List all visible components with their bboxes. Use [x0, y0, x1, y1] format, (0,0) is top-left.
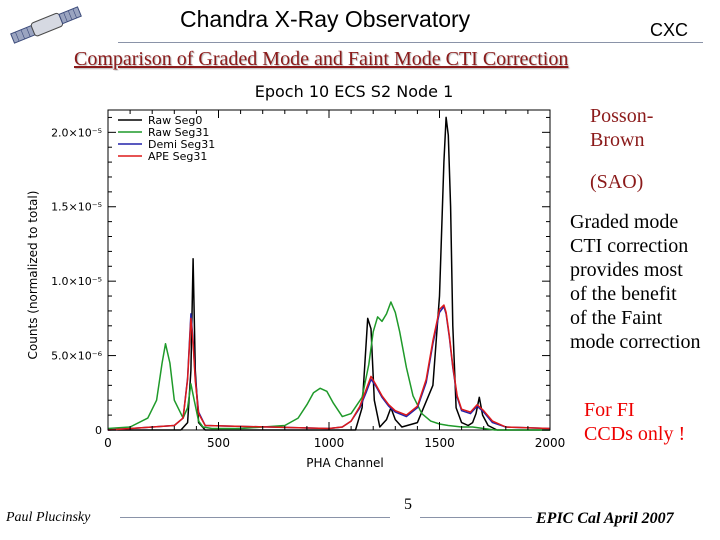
footer-divider: [120, 517, 390, 518]
x-tick-label: 2000: [534, 436, 566, 450]
page-number: 5: [404, 496, 412, 513]
header-divider: [118, 42, 703, 43]
x-tick-label: 500: [207, 436, 230, 450]
conclusion-note: [570, 210, 720, 354]
conclusion-line: provides most: [570, 259, 683, 281]
spectrum-chart: [20, 80, 580, 475]
chart-title: Epoch 10 ECS S2 Node 1: [254, 82, 454, 101]
author-note: Posson-Brown: [590, 105, 654, 151]
conclusion-line: of the Faint: [570, 307, 663, 329]
y-tick-label: 2.0×10⁻⁵: [51, 126, 102, 140]
legend-label: APE Seg31: [148, 150, 208, 163]
x-tick-label: 0: [104, 436, 112, 450]
caveat-line: For FI: [584, 399, 635, 421]
slide-subtitle: Comparison of Graded Mode and Faint Mode CTI Correction: [74, 48, 569, 70]
x-tick-label: 1000: [313, 436, 345, 450]
x-tick-label: 1500: [424, 436, 455, 450]
caveat-line: CCDs only !: [584, 423, 686, 445]
y-tick-label: 1.0×10⁻⁵: [51, 275, 102, 289]
org-label: CXC: [650, 20, 689, 40]
x-axis-label: PHA Channel: [306, 456, 384, 470]
legend-label: Raw Seg31: [148, 126, 210, 139]
conclusion-line: of the benefit: [570, 283, 677, 305]
author-org-note: (SAO): [590, 171, 644, 193]
footer-event: EPIC Cal April 2007: [536, 510, 674, 527]
y-tick-label: 1.5×10⁻⁵: [51, 200, 102, 214]
conclusion-line: Graded mode: [570, 211, 679, 233]
caveat-note: [584, 398, 685, 446]
chandra-satellite-icon: [6, 4, 86, 46]
conclusion-line: mode correction: [570, 331, 701, 353]
footer-author: Paul Plucinsky: [6, 510, 91, 525]
y-tick-label: 5.0×10⁻⁶: [51, 349, 102, 363]
footer-divider: [420, 517, 532, 518]
y-tick-label: 0: [95, 424, 102, 437]
legend-label: Demi Seg31: [148, 138, 216, 151]
conclusion-line: CTI correction: [570, 235, 689, 257]
y-axis-label: Counts (normalized to total): [26, 190, 40, 360]
slide-title: Chandra X-Ray Observatory: [180, 6, 471, 32]
series-line-0: [108, 117, 550, 430]
series-line-3: [108, 305, 550, 430]
legend-label: Raw Seg0: [148, 114, 203, 127]
